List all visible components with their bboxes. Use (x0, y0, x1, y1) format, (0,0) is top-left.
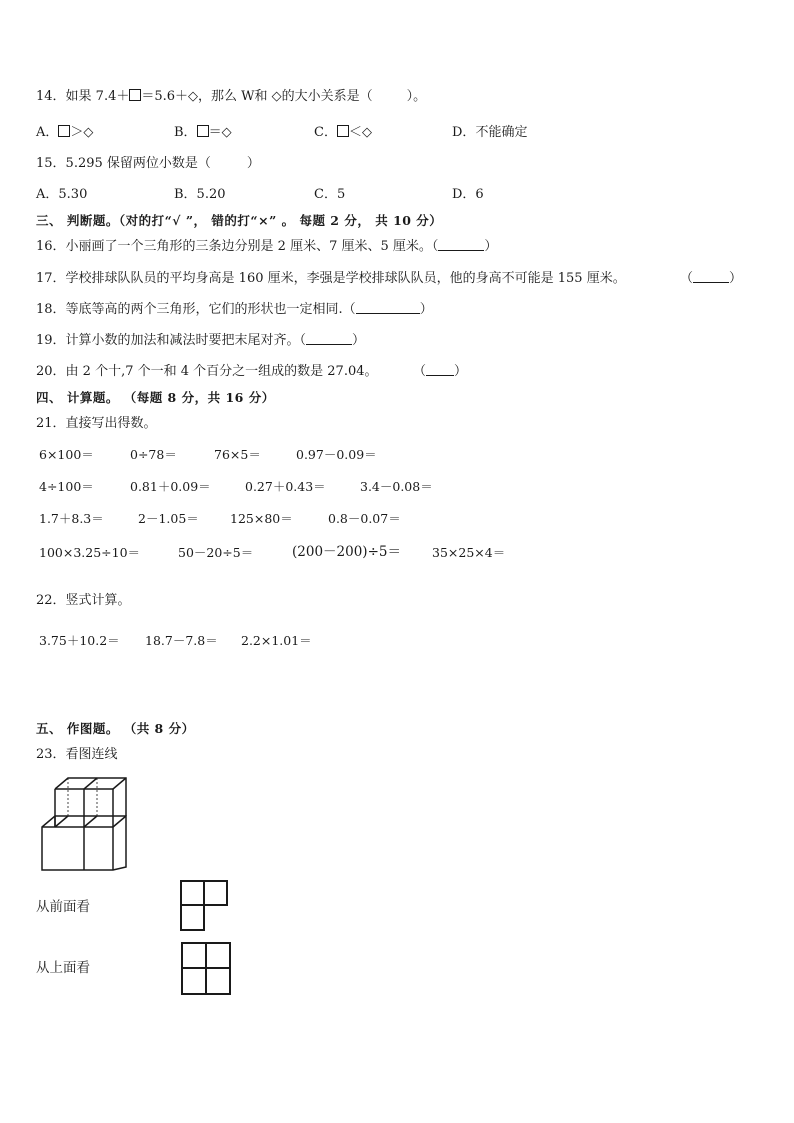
calc-item: 4÷100＝ (39, 479, 94, 494)
q16: 16．小丽画了一个三角形的三条边分别是 2 厘米、7 厘米、5 厘米。（ ） (36, 239, 498, 254)
answer-blank[interactable] (426, 363, 454, 376)
cube-outline (84, 778, 97, 789)
calc-item: (200－200)÷5＝ (292, 544, 401, 560)
view-cell (206, 943, 230, 968)
view-cell (182, 968, 206, 994)
q20-answer: （ ） (413, 364, 468, 379)
calc-item: 0.97－0.09＝ (296, 447, 377, 462)
q15-option-d[interactable]: D．6 (452, 187, 484, 202)
cube-outline (84, 816, 97, 827)
view-cell (181, 905, 204, 930)
calc-item: 35×25×4＝ (432, 545, 506, 560)
view-cell (182, 943, 206, 968)
q17-answer: （ ） (680, 271, 743, 286)
q14-option-b[interactable]: B． ＝◇ (174, 125, 232, 140)
top-view-label: 从上面看 (36, 960, 90, 976)
section4-heading: 四、 计算题。 （每题 8 分，共 16 分） (36, 390, 275, 405)
q15-option-a[interactable]: A．5.30 (36, 187, 88, 202)
q15-stem: 15．5.295 保留两位小数是（ ） (36, 156, 260, 171)
q18: 18．等底等高的两个三角形，它们的形状也一定相同.（ ） (36, 302, 433, 317)
view-cell (206, 968, 230, 994)
calc-item: 50－20÷5＝ (178, 545, 254, 560)
cube-stack-figure (38, 776, 130, 872)
calc-item: 6×100＝ (39, 447, 94, 462)
q21-title: 21．直接写出得数。 (36, 416, 157, 431)
vertical-calc-item: 2.2×1.01＝ (241, 633, 312, 648)
q23-title: 23．看图连线 (36, 747, 118, 762)
view-cell (204, 881, 227, 905)
answer-blank[interactable] (356, 301, 420, 314)
answer-blank[interactable] (438, 238, 484, 251)
top-view-grid[interactable] (178, 940, 234, 998)
calc-item: 2－1.05＝ (138, 511, 199, 526)
q19: 19．计算小数的加法和减法时要把末尾对齐。（ ） (36, 333, 366, 348)
calc-item: 1.7＋8.3＝ (39, 511, 104, 526)
calc-item: 0÷78＝ (130, 447, 177, 462)
q15-option-b[interactable]: B．5.20 (174, 187, 226, 202)
q14-option-a[interactable]: A． ＞◇ (36, 125, 94, 140)
calc-item: 0.81＋0.09＝ (130, 479, 211, 494)
q15-option-c[interactable]: C．5 (314, 187, 346, 202)
calc-item: 0.27＋0.43＝ (245, 479, 326, 494)
square-icon (337, 125, 349, 137)
vertical-calc-item: 3.75＋10.2＝ (39, 633, 120, 648)
answer-blank[interactable] (306, 332, 352, 345)
calc-item: 125×80＝ (230, 511, 293, 526)
cube-outline (113, 778, 126, 789)
q22-title: 22．竖式计算。 (36, 593, 131, 608)
calc-item: 3.4－0.08＝ (360, 479, 433, 494)
calc-item: 76×5＝ (214, 447, 261, 462)
q17: 17．学校排球队队员的平均身高是 160 厘米，李强是学校排球队队员，他的身高不可能是 155 厘米。 (36, 271, 626, 286)
q14-stem: 14．如果 7.4＋ ＝5.6＋◇，那么 W和 ◇的大小关系是（ ）。 (36, 89, 427, 104)
calc-item: 0.8－0.07＝ (328, 511, 401, 526)
section3-heading: 三、 判断题。（对的打“√ ”， 错的打“×” 。 每题 2 分， 共 10 分） (36, 213, 443, 228)
answer-blank[interactable] (693, 270, 729, 283)
section5-heading: 五、 作图题。 （共 8 分） (36, 721, 195, 736)
square-icon (129, 89, 141, 101)
cube-outline (113, 816, 126, 827)
front-view-grid[interactable] (178, 878, 230, 934)
q14-option-c[interactable]: C． ＜◇ (314, 125, 372, 140)
view-cell (181, 881, 204, 905)
vertical-calc-item: 18.7－7.8＝ (145, 633, 218, 648)
square-icon (197, 125, 209, 137)
q20: 20．由 2 个十,7 个一和 4 个百分之一组成的数是 27.04。 (36, 364, 378, 379)
calc-item: 100×3.25÷10＝ (39, 545, 141, 560)
square-icon (58, 125, 70, 137)
cube-outline (42, 827, 84, 870)
q14-option-d[interactable]: D．不能确定 (452, 125, 528, 140)
cube-outline (55, 816, 68, 827)
front-view-label: 从前面看 (36, 899, 90, 915)
